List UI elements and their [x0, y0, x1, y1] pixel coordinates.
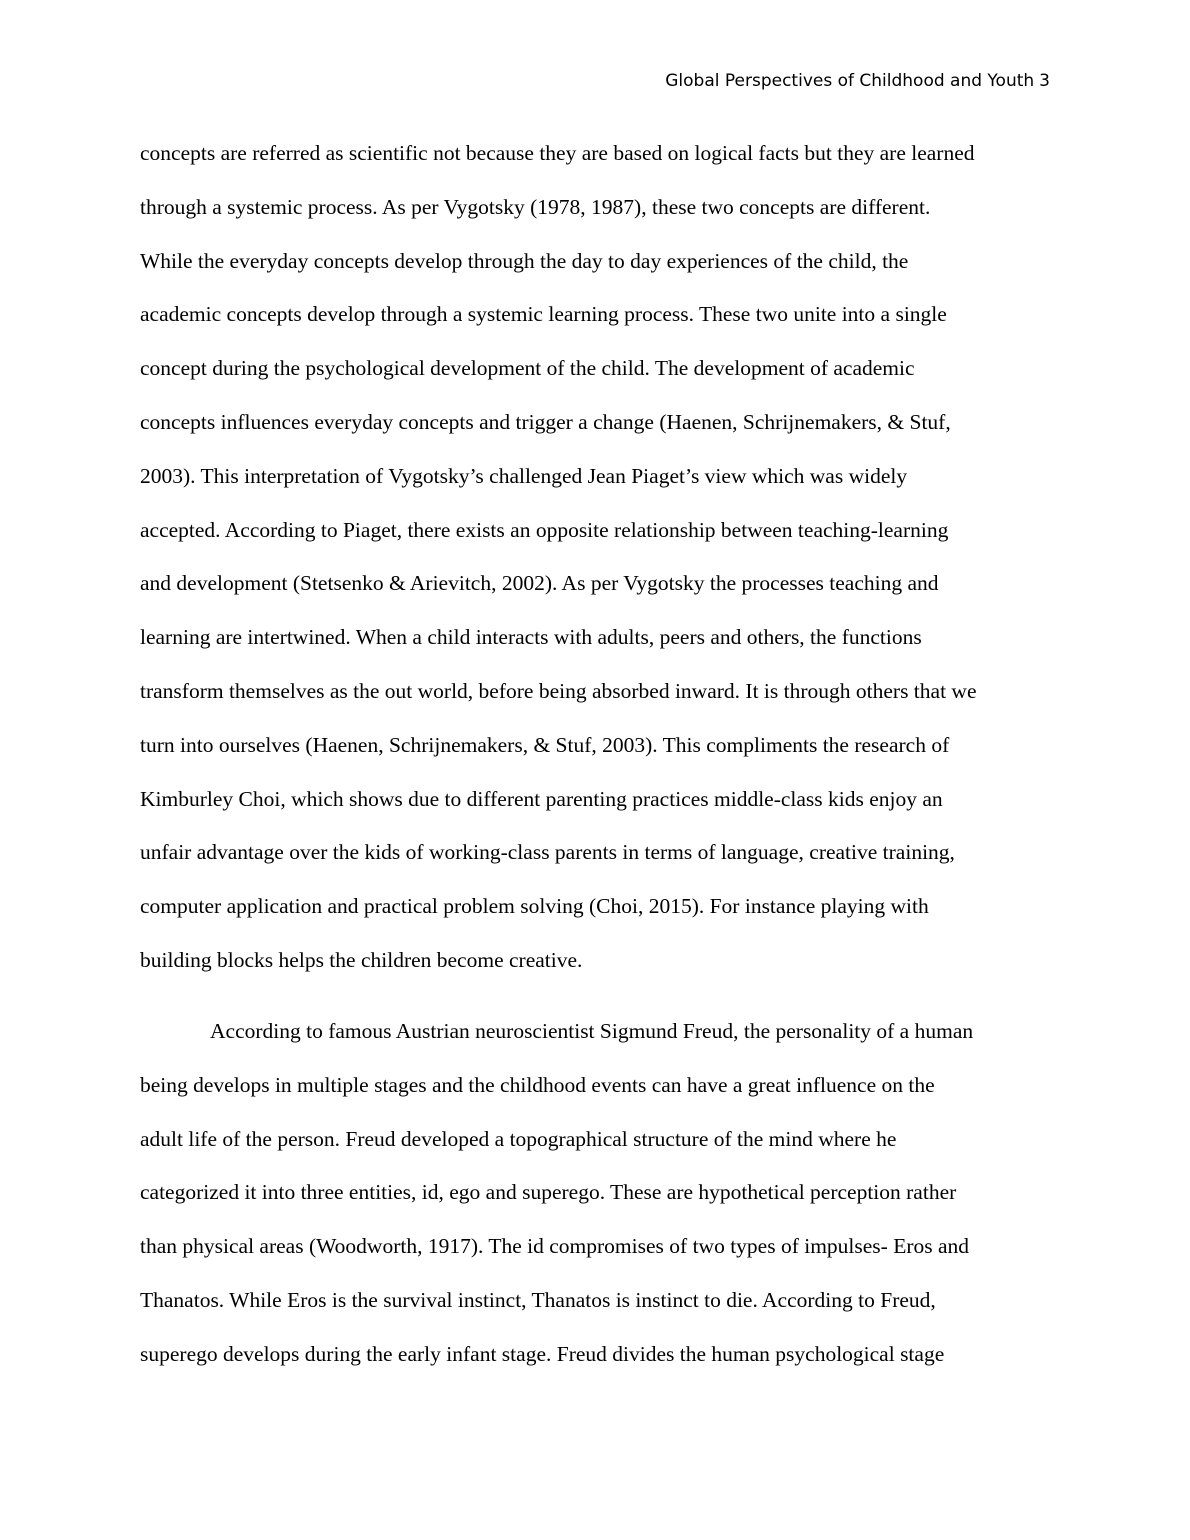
text-line: learning are intertwined. When a child interacts with adults, peers and others, the functions	[140, 625, 922, 650]
text-line: concept during the psychological development of the child. The development of academic	[140, 356, 915, 381]
text-line: and development (Stetsenko & Arievitch, 2002). As per Vygotsky the processes teaching and	[140, 571, 939, 596]
text-line: accepted. According to Piaget, there exists an opposite relationship between teaching-learning	[140, 517, 949, 542]
text-line: academic concepts develop through a systemic learning process. These two unite into a single	[140, 302, 947, 327]
text-line: unfair advantage over the kids of working-class parents in terms of language, creative training,	[140, 840, 955, 865]
text-line: computer application and practical problem solving (Choi, 2015). For instance playing with	[140, 894, 929, 919]
paragraph-1	[140, 127, 1055, 988]
running-header	[665, 71, 1050, 91]
text-line: than physical areas (Woodworth, 1917). The id compromises of two types of impulses- Eros and	[140, 1234, 970, 1259]
text-line: categorized it into three entities, id, ego and superego. These are hypothetical perception rather	[140, 1180, 957, 1205]
paragraph-2	[140, 1005, 1055, 1382]
text-line: According to famous Austrian neuroscientist Sigmund Freud, the personality of a human	[210, 1019, 974, 1043]
running-title: Global Perspectives of Childhood and Youth	[665, 71, 1035, 91]
text-line: concepts influences everyday concepts and trigger a change (Haenen, Schrijnemakers, & Stuf,	[140, 409, 951, 434]
text-line: Kimburley Choi, which shows due to different parenting practices middle-class kids enjoy an	[140, 786, 943, 811]
text-line: building blocks helps the children become creative.	[140, 947, 583, 972]
text-line: concepts are referred as scientific not because they are based on logical facts but they are learned	[140, 141, 975, 165]
text-line: turn into ourselves (Haenen, Schrijnemakers, & Stuf, 2003). This compliments the research of	[140, 732, 950, 757]
text-line: being develops in multiple stages and the childhood events can have a great influence on the	[140, 1072, 935, 1097]
page-number: 3	[1039, 71, 1050, 91]
text-line: 2003). This interpretation of Vygotsky’s challenged Jean Piaget’s view which was widely	[140, 463, 908, 488]
text-line: While the everyday concepts develop through the day to day experiences of the child, the	[140, 248, 909, 273]
text-line: adult life of the person. Freud developed a topographical structure of the mind where he	[140, 1126, 897, 1151]
text-line: through a systemic process. As per Vygotsky (1978, 1987), these two concepts are different.	[140, 194, 931, 219]
text-line: Thanatos. While Eros is the survival instinct, Thanatos is instinct to die. According to Freud,	[140, 1287, 936, 1312]
text-line: superego develops during the early infant stage. Freud divides the human psychological stage	[140, 1341, 945, 1366]
text-line: transform themselves as the out world, before being absorbed inward. It is through others that we	[140, 678, 977, 703]
